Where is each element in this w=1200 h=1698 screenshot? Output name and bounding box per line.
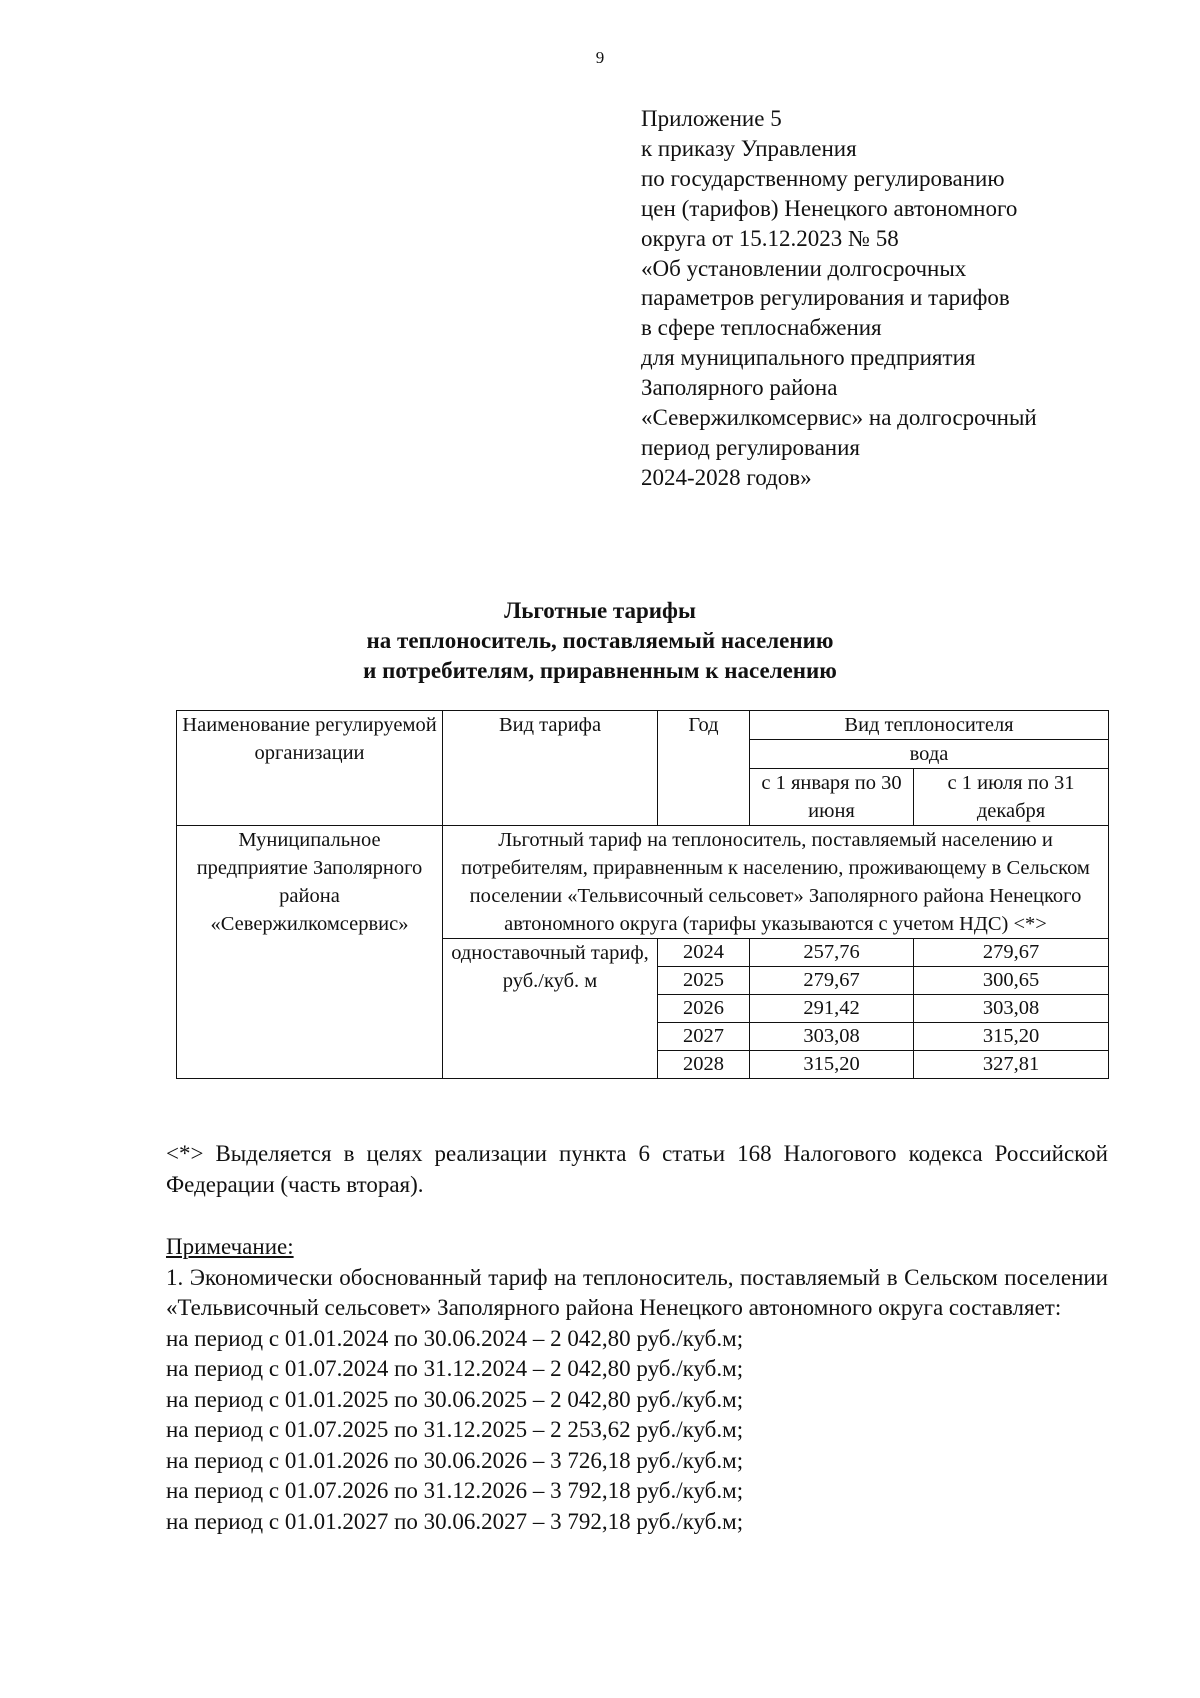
appendix-line: по государственному регулированию <box>641 165 1005 191</box>
tariff-table <box>176 710 1109 1079</box>
appendix-line: к приказу Управления <box>641 135 857 161</box>
header-period-2: с 1 июля по 31 декабря <box>914 769 1109 826</box>
appendix-line: «Севержилкомсервис» на долгосрочный <box>641 405 1037 431</box>
appendix-line: 2024-2028 годов» <box>641 464 812 490</box>
page-number: 9 <box>595 48 605 67</box>
note-period-line: на период с 01.07.2024 по 31.12.2024 – 2 042,80 руб./куб.м; <box>166 1356 744 1381</box>
note-heading: Примечание: <box>166 1234 294 1259</box>
note-period-line: на период с 01.07.2026 по 31.12.2026 – 3 792,18 руб./куб.м; <box>166 1478 744 1503</box>
value-cell: 291,42 <box>750 995 914 1023</box>
value-cell: 303,08 <box>914 995 1109 1023</box>
title-line: и потребителям, приравненным к населению <box>363 657 837 683</box>
appendix-line: округа от 15.12.2023 № 58 <box>641 225 899 251</box>
document-title <box>0 596 1200 685</box>
note-paragraph: 1. Экономически обоснованный тариф на теплоноситель, поставляемый в Сельском поселении «Тельвисочный сельсовет» Заполярного района Ненецкого автономного округа составляет: <box>166 1264 1108 1320</box>
value-cell: 327,81 <box>914 1051 1109 1079</box>
appendix-line: «Об установлении долгосрочных <box>641 255 967 281</box>
tariff-label: одноставочный тариф, руб./куб. м <box>443 939 658 1079</box>
appendix-line: цен (тарифов) Ненецкого автономного <box>641 195 1018 221</box>
value-cell: 315,20 <box>750 1051 914 1079</box>
year-cell: 2025 <box>658 967 750 995</box>
year-cell: 2024 <box>658 939 750 967</box>
note-period-line: на период с 01.01.2025 по 30.06.2025 – 2 042,80 руб./куб.м; <box>166 1386 744 1412</box>
appendix-line: Приложение 5 <box>641 106 782 131</box>
title-line: Льготные тарифы <box>504 598 696 623</box>
appendix-line: период регулирования <box>641 434 860 460</box>
year-cell: 2028 <box>658 1051 750 1079</box>
year-cell: 2027 <box>658 1023 750 1051</box>
header-carrier: вода <box>750 740 1109 769</box>
note-block <box>166 1232 1108 1537</box>
note-period-line: на период с 01.01.2026 по 30.06.2026 – 3 726,18 руб./куб.м; <box>166 1447 744 1473</box>
note-period-line: на период с 01.01.2027 по 30.06.2027 – 3 792,18 руб./куб.м; <box>166 1508 744 1534</box>
header-period-1: с 1 января по 30 июня <box>750 769 914 826</box>
appendix-line: Заполярного района <box>641 375 838 401</box>
value-cell: 300,65 <box>914 967 1109 995</box>
value-cell: 279,67 <box>914 939 1109 967</box>
note-period-line: на период с 01.01.2024 по 30.06.2024 – 2 042,80 руб./куб.м; <box>166 1325 744 1351</box>
header-year: Год <box>658 711 750 826</box>
header-tariff-type: Вид тарифа <box>443 711 658 826</box>
appendix-line: параметров регулирования и тарифов <box>641 285 1010 311</box>
value-cell: 257,76 <box>750 939 914 967</box>
note-period-line: на период с 01.07.2025 по 31.12.2025 – 2 253,62 руб./куб.м; <box>166 1417 744 1442</box>
value-cell: 303,08 <box>750 1023 914 1051</box>
year-cell: 2026 <box>658 995 750 1023</box>
organization-cell: Муниципальное предприятие Заполярного района «Севержилкомсервис» <box>177 826 443 1079</box>
header-carrier-type: Вид теплоносителя <box>750 711 1109 740</box>
tariff-description: Льготный тариф на теплоноситель, поставляемый населению и потребителям, приравненным к населению, проживающему в Сельском поселении «Тельвисочный сельсовет» Заполярного района Ненецкого автономного округа (тарифы указываются с учетом НДС) <*> <box>443 826 1109 939</box>
appendix-line: для муниципального предприятия <box>641 345 976 371</box>
value-cell: 279,67 <box>750 967 914 995</box>
title-line: на теплоноситель, поставляемый населению <box>366 627 834 653</box>
appendix-block <box>641 104 1161 493</box>
header-org-name: Наименование регулируемой организации <box>177 711 443 826</box>
appendix-line: в сфере теплоснабжения <box>641 315 882 341</box>
value-cell: 315,20 <box>914 1023 1109 1051</box>
footnote: <*> Выделяется в целях реализации пункта 6 статьи 168 Налогового кодекса Российской Федерации (часть вторая). <box>166 1141 1108 1197</box>
